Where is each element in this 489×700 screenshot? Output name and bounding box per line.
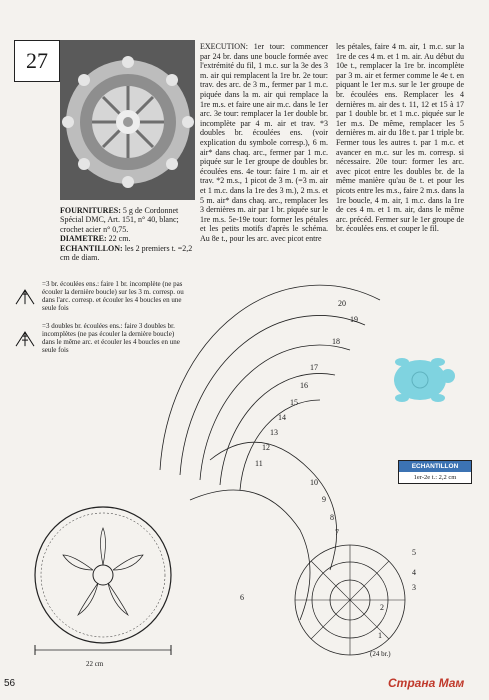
row-label-14: 14	[278, 413, 286, 422]
materials-block	[60, 206, 195, 263]
echantillon-text: les 2 premiers t. =2,2 cm de diam.	[60, 243, 193, 263]
diametre-label: DIAMETRE:	[60, 234, 107, 244]
echantillon-box-text: 1er-2e t.: 2,2 cm	[413, 474, 457, 481]
turtle-motif	[394, 358, 455, 402]
cluster-3-br-icon	[12, 280, 38, 312]
row-label-16: 16	[300, 381, 308, 390]
row-label-3: 3	[412, 583, 416, 592]
execution-text-col-2: les pétales, faire 4 m. air, 1 m.c. sur la 1re de ces 4 m. et 1 m. air. Au début du 10e t., remplacer la 1re br. incomplète par 3 m. air et fermer comme le 4e t. en piquant le 1er m.s. sur le 1er groupe de br. écoulées ens. Remplacer les 4 dernières m. air des t. 11, 12 et 15 à 17 par 1 double br. et 1 m.c. piquée sur le 1er m.s. De même, remplacer les 5 dernières m. air du 18e t. par 1 triple br. Fermer tous les autres t. par 1 m.c. et avancer en m.c. sur les m. corresp. si nécessaire. 20e tour: former les arc. avec picot entre les doubles br. de la même manière qu'au 8e t. et pour les picots entre les m.s., faire 2 m.s. dans la 1re boucle, 4 m. air, 1 m.c. dans la 1re de ces 4 m. et 1 m. air, dans le même arc. précéd. Fermer sur le 1er groupe de br. écoulées ens. et couper le fil.	[336, 42, 464, 234]
pattern-number: 27	[14, 40, 60, 82]
row-label-2: 2	[380, 603, 384, 612]
watermark: Страна Мам	[388, 676, 465, 690]
row-label-7: 7	[335, 528, 339, 537]
row-label-18: 18	[332, 337, 340, 346]
doily-outline-diagram	[18, 500, 188, 660]
echantillon-box	[398, 460, 472, 484]
row-label-5: 5	[412, 548, 416, 557]
row-label-10: 10	[310, 478, 318, 487]
execution-text-col-1: EXECUTION: 1er tour: commencer par 24 br. dans une boucle formée avec l'extrémité du fil, 1 m.c. sur la 3e des 3 m. air qui remplacent la 1re br. 2e tour: trav. des arc. de 3 m., fermer par 1 m.c. piquée dans la m. air qui remplace la 1re m.s. et faire une air m.c. dans le 1er arc. 3e tour: remplacer la 1er double br. incomplète par 4 m. air et trav. *3 doubles br. écoulées ens. (voir explication du symbole corresp.), 6 m. air* dans chaq. arc., fermer par 1 m.c. piquée sur le 1er groupe de doubles br. écoulées ens. 4e tour: faire 1 m. air et trav. *2 m.s., 1 picot de 3 m. (=3 m. air et 1 m.c. dans la 1re des 3 m.), 2 m.s. et 5 m. air* dans chaq. arc., remplacer les 3 dernières m. air par 1 br. piquée sur le 1re m.s. 5e-19e tour: former les pétales et les petits motifs d'après le schéma. Au 8e t., pour les arc. avec picot entre	[200, 42, 328, 243]
row-label-17: 17	[310, 363, 318, 372]
doily-photo	[60, 40, 195, 200]
doily-photo-image	[60, 40, 195, 200]
row-label-13: 13	[270, 428, 278, 437]
row-label-8: 8	[330, 513, 334, 522]
row-label-11: 11	[255, 459, 263, 468]
cluster-3-double-br-icon	[12, 322, 38, 354]
fournitures-label: FOURNITURES:	[60, 206, 121, 215]
start-note: (24 br.)	[370, 650, 391, 658]
row-label-20: 20	[338, 299, 346, 308]
row-label-12: 12	[262, 443, 270, 452]
row-label-9: 9	[322, 495, 326, 504]
row-label-19: 19	[350, 315, 358, 324]
row-label-6: 6	[240, 593, 244, 602]
row-label-4: 4	[412, 568, 416, 577]
legend-text-3-br: =3 br. écoulées ens.: faire 1 br. incomplète (ne pas écouler la dernière boucle) sur les 3 m. corresp. ou dans l'arc. corresp. et écouler les 4 boucles en une seule fois	[42, 280, 184, 313]
row-label-15: 15	[290, 398, 298, 407]
echantillon-box-title: ECHANTILLON	[399, 461, 471, 472]
size-label: 22 cm	[86, 660, 104, 668]
row-label-1: 1	[378, 631, 382, 640]
page-number: 56	[4, 678, 16, 689]
legend-text-3-double-br: =3 doubles br. écoulées ens.: faire 3 doubles br. incomplètes (ne pas écouler la dernière boucle) dans le même arc. et écouler les 4 boucles en une seule fois	[42, 322, 180, 355]
fournitures-text: 5 g de Cordonnet Spécial DMC, Art. 151, n° 40, blanc; crochet acier n° 0,75.	[60, 206, 179, 234]
diametre-text: 22 cm.	[108, 234, 131, 244]
echantillon-label: ECHANTILLON:	[60, 243, 123, 253]
doily-outline-drawing	[18, 500, 188, 660]
